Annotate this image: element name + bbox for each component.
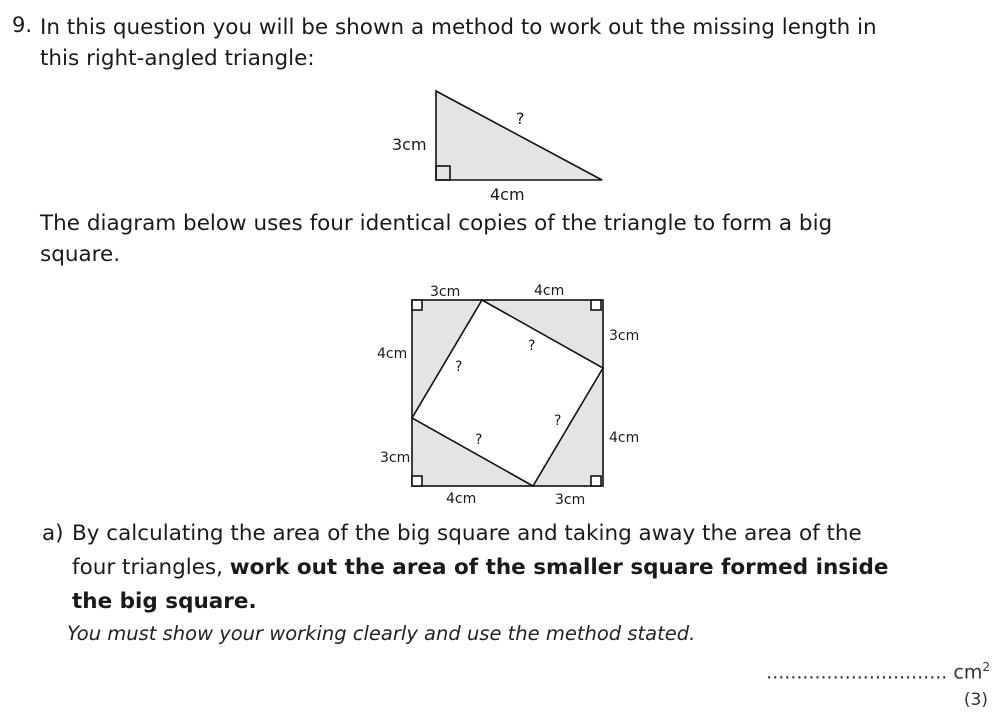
label-right-top: 3cm — [609, 328, 640, 344]
part-a-bold-text: work out the area of the smaller square formed inside the big square. — [72, 555, 889, 614]
answer-unit-power: 2 — [982, 660, 990, 674]
triangle-hypotenuse-label: ? — [516, 109, 525, 128]
label-left-bottom: 3cm — [380, 450, 411, 466]
triangle-vertical-label: 3cm — [392, 135, 427, 154]
inner-side-left-label: ? — [455, 359, 463, 375]
right-angle-marker-bottom-left — [412, 476, 422, 486]
triangle-shape — [436, 91, 602, 180]
inner-side-top-label: ? — [528, 338, 536, 354]
label-top-right: 4cm — [534, 283, 565, 299]
part-a-body — [72, 517, 902, 619]
label-left-top: 4cm — [377, 346, 408, 362]
working-instruction: You must show your working clearly and use the method stated. — [67, 622, 696, 645]
right-angle-marker-bottom-right — [591, 476, 601, 486]
inner-side-right-label: ? — [554, 413, 562, 429]
inner-side-bottom-label: ? — [475, 432, 483, 448]
answer-unit: cm — [953, 661, 983, 684]
label-right-bottom: 4cm — [609, 430, 640, 446]
marks: (3) — [963, 690, 988, 710]
big-square-diagram — [370, 278, 650, 513]
part-a-text: By calculating the area of the big square and taking away the area of the four triangles, — [72, 521, 862, 580]
question-intro: In this question you will be shown a method to work out the missing length in this right-angled triangle: — [40, 15, 877, 71]
right-angle-marker-top-right — [591, 300, 601, 310]
diagram-intro: The diagram below uses four identical copies of the triangle to form a big square. — [40, 211, 833, 267]
question-number: 9. — [12, 13, 33, 37]
label-bottom-right: 3cm — [555, 492, 586, 508]
label-bottom-left: 4cm — [446, 491, 477, 507]
triangle-horizontal-label: 4cm — [490, 185, 525, 204]
answer-line[interactable] — [766, 660, 990, 683]
right-angle-marker-top-left — [412, 300, 422, 310]
label-top-left: 3cm — [430, 284, 461, 300]
answer-dots[interactable]: .............................. — [766, 661, 948, 684]
right-triangle-diagram — [380, 85, 620, 205]
part-a-label: a) — [42, 521, 64, 546]
part-a — [42, 517, 902, 619]
